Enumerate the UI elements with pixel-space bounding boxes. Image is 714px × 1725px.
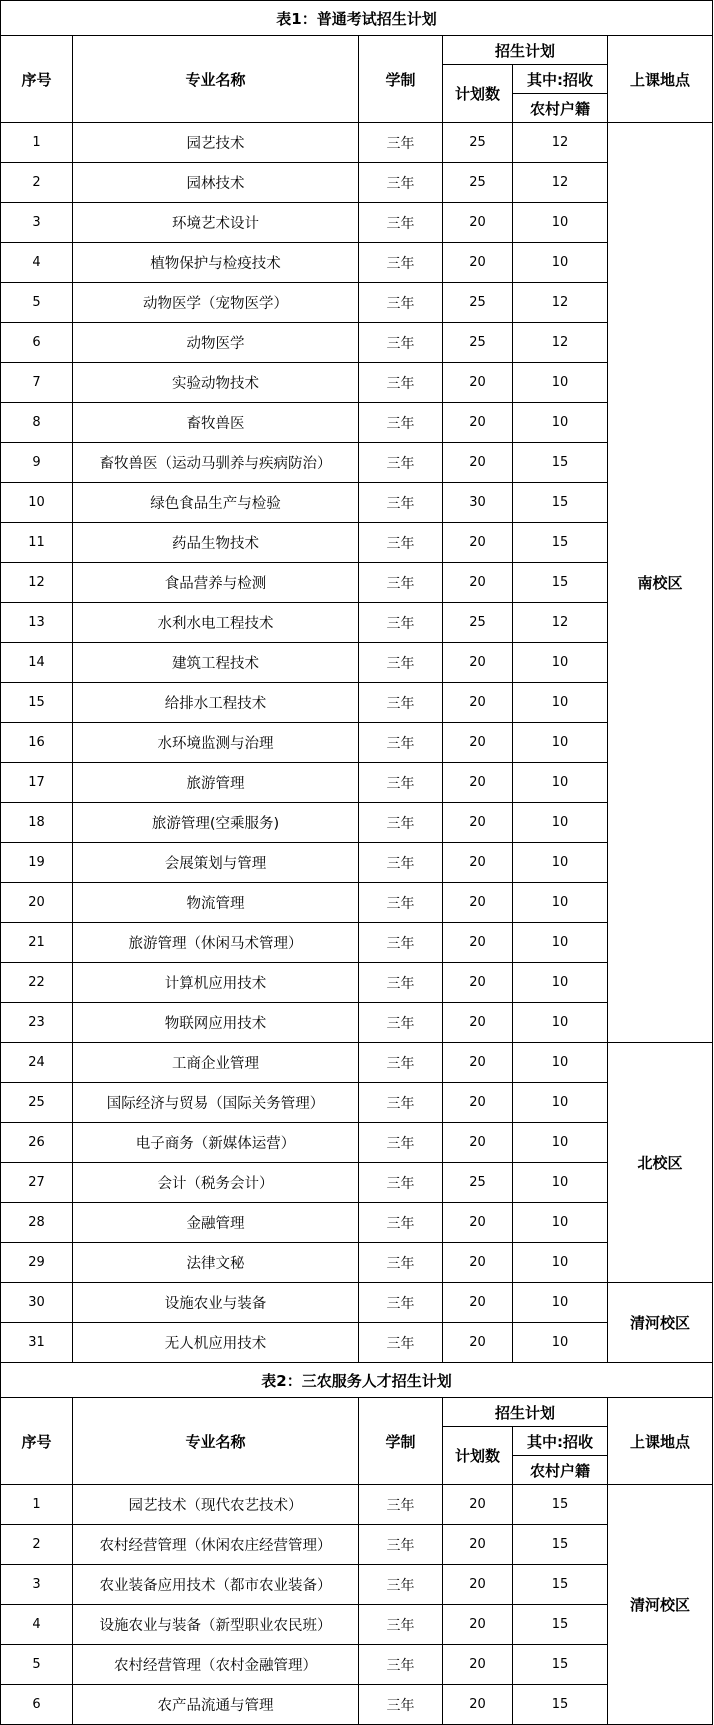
table-row — [1, 1685, 713, 1725]
row-duration: 三年 — [359, 523, 443, 563]
row-major-name: 动物医学（宠物医学） — [73, 283, 359, 323]
table-row — [1, 323, 713, 363]
row-seq: 27 — [1, 1163, 73, 1203]
row-major-name: 设施农业与装备 — [73, 1283, 359, 1323]
row-major-name: 农业装备应用技术（都市农业装备） — [73, 1565, 359, 1605]
row-rural-count: 10 — [513, 1043, 608, 1083]
row-seq: 30 — [1, 1283, 73, 1323]
row-duration: 三年 — [359, 643, 443, 683]
row-seq: 18 — [1, 803, 73, 843]
table-row — [1, 1163, 713, 1203]
row-rural-count: 10 — [513, 1003, 608, 1043]
row-seq: 7 — [1, 363, 73, 403]
row-plan-count: 25 — [443, 1163, 513, 1203]
row-major-name: 农村经营管理（休闲农庄经营管理） — [73, 1525, 359, 1565]
row-major-name: 园艺技术 — [73, 123, 359, 163]
row-plan-count: 20 — [443, 843, 513, 883]
row-major-name: 植物保护与检疫技术 — [73, 243, 359, 283]
table-row — [1, 683, 713, 723]
table-row — [1, 1203, 713, 1243]
row-major-name: 旅游管理 — [73, 763, 359, 803]
row-rural-count: 10 — [513, 1083, 608, 1123]
row-rural-count: 15 — [513, 563, 608, 603]
table-title: 表2：三农服务人才招生计划 — [1, 1363, 713, 1398]
row-major-name: 给排水工程技术 — [73, 683, 359, 723]
header-duration: 学制 — [359, 1398, 443, 1485]
row-plan-count: 20 — [443, 1243, 513, 1283]
row-seq: 20 — [1, 883, 73, 923]
row-plan-count: 20 — [443, 1003, 513, 1043]
header-seq: 序号 — [1, 1398, 73, 1485]
row-major-name: 园林技术 — [73, 163, 359, 203]
table-row — [1, 883, 713, 923]
row-duration: 三年 — [359, 1083, 443, 1123]
row-seq: 8 — [1, 403, 73, 443]
row-duration: 三年 — [359, 443, 443, 483]
row-seq: 9 — [1, 443, 73, 483]
row-duration: 三年 — [359, 1525, 443, 1565]
row-seq: 17 — [1, 763, 73, 803]
row-duration: 三年 — [359, 843, 443, 883]
row-seq: 23 — [1, 1003, 73, 1043]
row-plan-count: 20 — [443, 1043, 513, 1083]
row-major-name: 农产品流通与管理 — [73, 1685, 359, 1725]
table-row — [1, 123, 713, 163]
table-row — [1, 763, 713, 803]
row-seq: 4 — [1, 243, 73, 283]
row-major-name: 电子商务（新媒体运营） — [73, 1123, 359, 1163]
row-seq: 1 — [1, 1485, 73, 1525]
row-seq: 2 — [1, 163, 73, 203]
row-rural-count: 15 — [513, 443, 608, 483]
row-rural-count: 10 — [513, 1203, 608, 1243]
row-plan-count: 20 — [443, 403, 513, 443]
row-duration: 三年 — [359, 1323, 443, 1363]
row-rural-count: 15 — [513, 523, 608, 563]
row-major-name: 会计（税务会计） — [73, 1163, 359, 1203]
table-row — [1, 843, 713, 883]
row-duration: 三年 — [359, 483, 443, 523]
row-duration: 三年 — [359, 1043, 443, 1083]
row-duration: 三年 — [359, 563, 443, 603]
row-duration: 三年 — [359, 803, 443, 843]
table-row — [1, 1645, 713, 1685]
row-rural-count: 10 — [513, 363, 608, 403]
row-plan-count: 20 — [443, 1203, 513, 1243]
row-rural-count: 10 — [513, 203, 608, 243]
table-title-row — [1, 1, 713, 36]
header-rural-line2: 农村户籍 — [513, 1456, 608, 1485]
row-rural-count: 10 — [513, 1323, 608, 1363]
row-plan-count: 20 — [443, 203, 513, 243]
table-row — [1, 643, 713, 683]
row-major-name: 工商企业管理 — [73, 1043, 359, 1083]
row-major-name: 设施农业与装备（新型职业农民班） — [73, 1605, 359, 1645]
row-major-name: 建筑工程技术 — [73, 643, 359, 683]
row-duration: 三年 — [359, 883, 443, 923]
row-seq: 31 — [1, 1323, 73, 1363]
table-row — [1, 243, 713, 283]
row-major-name: 农村经营管理（农村金融管理） — [73, 1645, 359, 1685]
table-row — [1, 1605, 713, 1645]
row-duration: 三年 — [359, 1605, 443, 1645]
row-plan-count: 20 — [443, 1083, 513, 1123]
row-rural-count: 12 — [513, 603, 608, 643]
row-seq: 1 — [1, 123, 73, 163]
row-plan-count: 20 — [443, 363, 513, 403]
row-seq: 15 — [1, 683, 73, 723]
table-row — [1, 723, 713, 763]
table-row — [1, 1283, 713, 1323]
row-major-name: 国际经济与贸易（国际关务管理） — [73, 1083, 359, 1123]
row-major-name: 环境艺术设计 — [73, 203, 359, 243]
header-plan-group: 招生计划 — [443, 1398, 608, 1427]
row-rural-count: 12 — [513, 123, 608, 163]
row-plan-count: 20 — [443, 1123, 513, 1163]
row-major-name: 畜牧兽医 — [73, 403, 359, 443]
row-seq: 13 — [1, 603, 73, 643]
row-plan-count: 25 — [443, 603, 513, 643]
campus-location: 清河校区 — [608, 1283, 713, 1363]
table-row — [1, 963, 713, 1003]
row-major-name: 动物医学 — [73, 323, 359, 363]
row-major-name: 水环境监测与治理 — [73, 723, 359, 763]
row-plan-count: 20 — [443, 643, 513, 683]
table-row — [1, 283, 713, 323]
row-rural-count: 15 — [513, 1605, 608, 1645]
row-plan-count: 20 — [443, 963, 513, 1003]
row-seq: 26 — [1, 1123, 73, 1163]
row-plan-count: 25 — [443, 283, 513, 323]
row-seq: 24 — [1, 1043, 73, 1083]
row-major-name: 计算机应用技术 — [73, 963, 359, 1003]
row-duration: 三年 — [359, 1203, 443, 1243]
row-major-name: 无人机应用技术 — [73, 1323, 359, 1363]
row-rural-count: 10 — [513, 843, 608, 883]
row-plan-count: 20 — [443, 723, 513, 763]
row-duration: 三年 — [359, 163, 443, 203]
row-plan-count: 20 — [443, 443, 513, 483]
row-duration: 三年 — [359, 203, 443, 243]
row-seq: 10 — [1, 483, 73, 523]
header-plan-group: 招生计划 — [443, 36, 608, 65]
table-row — [1, 1565, 713, 1605]
row-plan-count: 30 — [443, 483, 513, 523]
row-plan-count: 20 — [443, 1485, 513, 1525]
row-seq: 11 — [1, 523, 73, 563]
row-rural-count: 12 — [513, 323, 608, 363]
table-title: 表1：普通考试招生计划 — [1, 1, 713, 36]
row-major-name: 旅游管理(空乘服务) — [73, 803, 359, 843]
row-major-name: 金融管理 — [73, 1203, 359, 1243]
header-rural-line1: 其中:招收 — [513, 1427, 608, 1456]
table-row — [1, 1043, 713, 1083]
row-duration: 三年 — [359, 683, 443, 723]
row-plan-count: 20 — [443, 923, 513, 963]
row-seq: 3 — [1, 203, 73, 243]
row-major-name: 畜牧兽医（运动马驯养与疾病防治） — [73, 443, 359, 483]
table-title-row — [1, 1363, 713, 1398]
row-duration: 三年 — [359, 763, 443, 803]
header-major: 专业名称 — [73, 36, 359, 123]
header-plan-count: 计划数 — [443, 65, 513, 123]
table-row — [1, 363, 713, 403]
row-seq: 25 — [1, 1083, 73, 1123]
row-rural-count: 10 — [513, 963, 608, 1003]
row-duration: 三年 — [359, 123, 443, 163]
row-rural-count: 10 — [513, 1243, 608, 1283]
table-row — [1, 563, 713, 603]
row-duration: 三年 — [359, 1003, 443, 1043]
row-rural-count: 10 — [513, 403, 608, 443]
row-duration: 三年 — [359, 1123, 443, 1163]
table-row — [1, 1243, 713, 1283]
row-rural-count: 10 — [513, 683, 608, 723]
table-row — [1, 403, 713, 443]
row-seq: 5 — [1, 283, 73, 323]
row-seq: 4 — [1, 1605, 73, 1645]
header-location: 上课地点 — [608, 36, 713, 123]
header-rural-line2: 农村户籍 — [513, 94, 608, 123]
table-row — [1, 803, 713, 843]
row-plan-count: 20 — [443, 883, 513, 923]
row-plan-count: 20 — [443, 1565, 513, 1605]
row-major-name: 物联网应用技术 — [73, 1003, 359, 1043]
row-duration: 三年 — [359, 923, 443, 963]
row-major-name: 旅游管理（休闲马术管理） — [73, 923, 359, 963]
row-duration: 三年 — [359, 1565, 443, 1605]
row-rural-count: 15 — [513, 1525, 608, 1565]
header-seq: 序号 — [1, 36, 73, 123]
row-major-name: 药品生物技术 — [73, 523, 359, 563]
row-rural-count: 15 — [513, 1485, 608, 1525]
row-seq: 14 — [1, 643, 73, 683]
table-row — [1, 1003, 713, 1043]
campus-location: 清河校区 — [608, 1485, 713, 1725]
row-seq: 16 — [1, 723, 73, 763]
row-seq: 21 — [1, 923, 73, 963]
row-duration: 三年 — [359, 1685, 443, 1725]
row-plan-count: 20 — [443, 1645, 513, 1685]
row-seq: 6 — [1, 323, 73, 363]
campus-location: 南校区 — [608, 123, 713, 1043]
row-rural-count: 10 — [513, 243, 608, 283]
row-duration: 三年 — [359, 1485, 443, 1525]
row-seq: 5 — [1, 1645, 73, 1685]
row-seq: 12 — [1, 563, 73, 603]
header-row — [1, 1398, 713, 1427]
row-seq: 29 — [1, 1243, 73, 1283]
table-row — [1, 1123, 713, 1163]
table-row — [1, 443, 713, 483]
row-plan-count: 20 — [443, 1685, 513, 1725]
row-duration: 三年 — [359, 723, 443, 763]
row-rural-count: 10 — [513, 803, 608, 843]
row-seq: 19 — [1, 843, 73, 883]
row-rural-count: 15 — [513, 1645, 608, 1685]
table-row — [1, 1083, 713, 1123]
row-rural-count: 10 — [513, 1123, 608, 1163]
row-rural-count: 10 — [513, 883, 608, 923]
row-plan-count: 20 — [443, 1323, 513, 1363]
row-seq: 28 — [1, 1203, 73, 1243]
row-rural-count: 10 — [513, 1283, 608, 1323]
row-duration: 三年 — [359, 243, 443, 283]
header-location: 上课地点 — [608, 1398, 713, 1485]
row-duration: 三年 — [359, 323, 443, 363]
row-seq: 3 — [1, 1565, 73, 1605]
header-duration: 学制 — [359, 36, 443, 123]
table-row — [1, 603, 713, 643]
row-rural-count: 10 — [513, 923, 608, 963]
header-row — [1, 36, 713, 65]
row-duration: 三年 — [359, 403, 443, 443]
row-seq: 6 — [1, 1685, 73, 1725]
row-rural-count: 15 — [513, 483, 608, 523]
table-row — [1, 1323, 713, 1363]
row-major-name: 会展策划与管理 — [73, 843, 359, 883]
row-major-name: 绿色食品生产与检验 — [73, 483, 359, 523]
row-duration: 三年 — [359, 1243, 443, 1283]
row-rural-count: 12 — [513, 283, 608, 323]
header-plan-count: 计划数 — [443, 1427, 513, 1485]
row-plan-count: 20 — [443, 523, 513, 563]
row-plan-count: 20 — [443, 803, 513, 843]
header-major: 专业名称 — [73, 1398, 359, 1485]
table-row — [1, 1525, 713, 1565]
row-rural-count: 10 — [513, 1163, 608, 1203]
row-plan-count: 25 — [443, 123, 513, 163]
campus-location: 北校区 — [608, 1043, 713, 1283]
row-duration: 三年 — [359, 1163, 443, 1203]
row-plan-count: 25 — [443, 323, 513, 363]
row-major-name: 法律文秘 — [73, 1243, 359, 1283]
row-duration: 三年 — [359, 603, 443, 643]
table-row — [1, 923, 713, 963]
row-major-name: 园艺技术（现代农艺技术） — [73, 1485, 359, 1525]
row-duration: 三年 — [359, 363, 443, 403]
row-duration: 三年 — [359, 1283, 443, 1323]
row-major-name: 物流管理 — [73, 883, 359, 923]
row-duration: 三年 — [359, 283, 443, 323]
row-duration: 三年 — [359, 963, 443, 1003]
row-major-name: 食品营养与检测 — [73, 563, 359, 603]
row-rural-count: 10 — [513, 643, 608, 683]
row-plan-count: 20 — [443, 763, 513, 803]
row-plan-count: 20 — [443, 1525, 513, 1565]
row-rural-count: 10 — [513, 763, 608, 803]
table-row — [1, 483, 713, 523]
table-row — [1, 163, 713, 203]
row-seq: 22 — [1, 963, 73, 1003]
row-major-name: 实验动物技术 — [73, 363, 359, 403]
row-plan-count: 20 — [443, 243, 513, 283]
row-plan-count: 20 — [443, 563, 513, 603]
row-plan-count: 20 — [443, 683, 513, 723]
row-plan-count: 20 — [443, 1283, 513, 1323]
row-rural-count: 12 — [513, 163, 608, 203]
row-plan-count: 20 — [443, 1605, 513, 1645]
row-rural-count: 15 — [513, 1565, 608, 1605]
row-rural-count: 15 — [513, 1685, 608, 1725]
row-duration: 三年 — [359, 1645, 443, 1685]
header-rural-line1: 其中:招收 — [513, 65, 608, 94]
row-rural-count: 10 — [513, 723, 608, 763]
table-row — [1, 1485, 713, 1525]
table-row — [1, 523, 713, 563]
row-seq: 2 — [1, 1525, 73, 1565]
row-plan-count: 25 — [443, 163, 513, 203]
table-row — [1, 203, 713, 243]
row-major-name: 水利水电工程技术 — [73, 603, 359, 643]
